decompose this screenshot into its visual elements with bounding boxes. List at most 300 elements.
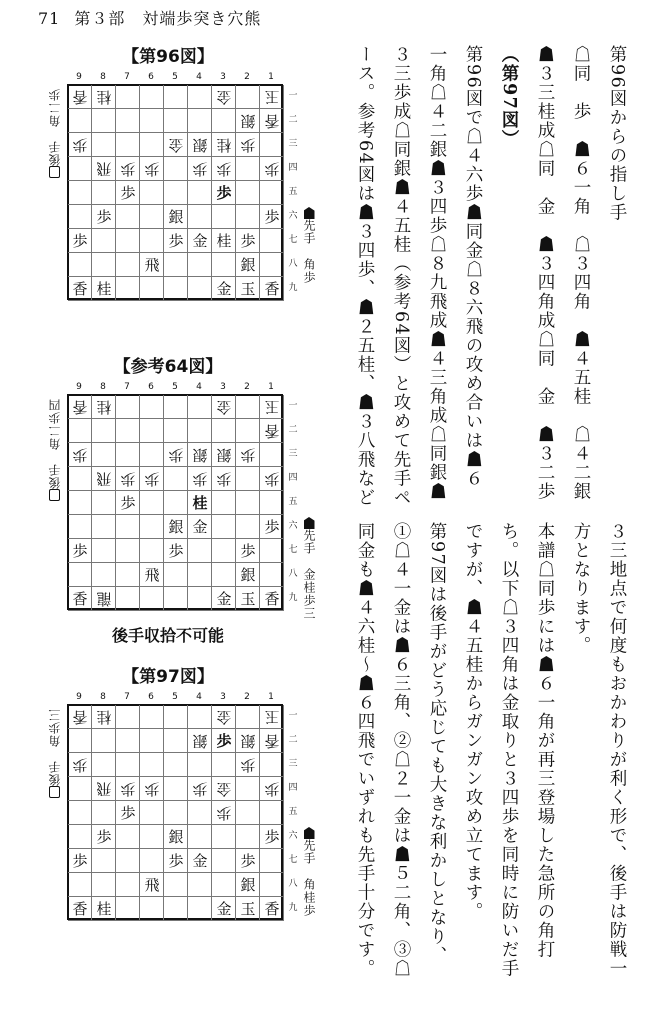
board-square [68,253,92,277]
board-square [68,205,92,229]
text-column: ①☖４一金は☗６三角、②☖２一金は☗５二角、③☖ [391,522,411,978]
rank-label: 九 [288,903,298,913]
sente-piece: 桂 [216,232,232,250]
board-square [260,849,284,873]
gote-piece: 桂 [96,88,112,106]
sente-hand: 先手 角桂歩 [301,827,318,917]
board-square [140,897,164,921]
file-label: 4 [196,72,202,82]
board-square [140,109,164,133]
board-square [236,515,260,539]
board-square [92,539,116,563]
gote-piece: 歩 [240,136,256,154]
gote-piece: 香 [264,422,280,440]
sente-piece: 歩 [168,232,184,250]
gote-piece: 歩 [72,446,88,464]
file-labels [67,382,283,394]
board-square [212,849,236,873]
text-column: ３三地点で何度もおかわりが利く形で、後手は防戦一 [607,522,627,978]
file-label: 5 [172,72,178,82]
board-square [140,229,164,253]
board-square [140,587,164,611]
board-square [236,419,260,443]
diagram-title: 【第97図】 [122,667,214,687]
text-column: ☗３三桂成☖同 金 ☗３四角成☖同 金 ☗３二歩 [535,45,555,501]
rank-label: 七 [288,545,298,555]
board-square [164,897,188,921]
rank-label: 八 [288,569,298,579]
gote-piece: 桂 [96,398,112,416]
gote-piece: 桂 [96,708,112,726]
board-square [164,873,188,897]
gote-piece: 歩 [264,470,280,488]
sente-piece: 歩 [264,208,280,226]
board-square [140,801,164,825]
rank-labels [287,704,299,920]
sente-hand: 先手 角歩 [301,207,318,284]
board-square [164,395,188,419]
file-label: 6 [148,72,154,82]
gote-piece: 桂 [216,136,232,154]
board-square [236,205,260,229]
text-column: ですが、☗４五桂からガンガン攻め立てます。 [463,522,483,921]
file-label: 1 [268,382,274,392]
board-square [164,467,188,491]
sente-piece: 歩 [120,494,136,512]
text-column: 第96図からの指し手 [607,45,627,223]
board-square [188,85,212,109]
board-square [116,897,140,921]
rank-label: 六 [288,211,298,221]
gote-piece: 銀 [216,446,232,464]
board-square [212,563,236,587]
sente-piece: 桂 [192,494,208,512]
board-square [116,277,140,301]
board-square [212,419,236,443]
board-square [164,419,188,443]
board-square [116,705,140,729]
board-square [68,157,92,181]
file-label: 7 [124,692,130,702]
gote-piece: 銀 [240,732,256,750]
file-label: 5 [172,382,178,392]
gote-piece: 龍 [96,590,112,608]
board-square [92,729,116,753]
board-square [164,705,188,729]
sente-piece: 金 [216,280,232,298]
gote-piece: 飛 [96,780,112,798]
rank-label: 四 [288,163,298,173]
board-square [212,205,236,229]
sente-piece: 銀 [168,208,184,226]
board-square [92,753,116,777]
gote-piece: 歩 [144,780,160,798]
board-square [68,181,92,205]
board-square [116,539,140,563]
board-square [140,395,164,419]
text-column: ース。参考64図は☗３四歩、☗２五桂、☗３八飛など [355,45,375,508]
gote-mark-icon [50,786,61,798]
board-square [164,563,188,587]
board-square [236,705,260,729]
board-square [212,539,236,563]
gote-piece: 歩 [240,756,256,774]
sente-piece: 歩 [264,828,280,846]
gote-piece: 歩 [168,446,184,464]
file-label: 1 [268,692,274,702]
sente-piece: 桂 [96,900,112,918]
sente-piece: 香 [264,280,280,298]
board-square [92,181,116,205]
gote-piece: 銀 [192,732,208,750]
sente-piece: 歩 [72,852,88,870]
board-square [236,491,260,515]
board-square [92,491,116,515]
board-square [164,253,188,277]
board-square [188,587,212,611]
board-square [164,801,188,825]
board-square [188,563,212,587]
sente-hand: 先手 金桂歩三 [301,517,318,620]
gote-piece: 歩 [216,470,232,488]
rank-label: 一 [288,91,298,101]
sente-piece: 金 [192,232,208,250]
board-square [164,777,188,801]
board-square [140,539,164,563]
sente-piece: 銀 [240,876,256,894]
board-square [92,229,116,253]
gote-piece: 香 [72,398,88,416]
page-number: 71 [38,9,61,28]
rank-label: 八 [288,259,298,269]
text-column: 第97図は後手がどう応じても大きな利かしとなり、 [427,522,447,966]
board-square [236,801,260,825]
sente-piece: 歩 [216,184,232,202]
file-labels [67,72,283,84]
text-column: （第97図） [499,45,519,149]
gote-piece: 歩 [240,446,256,464]
board-square [140,515,164,539]
diagram-97 [8,662,328,932]
gote-piece: 歩 [72,756,88,774]
sente-piece: 香 [72,590,88,608]
board-square [92,801,116,825]
gote-piece: 香 [264,112,280,130]
board-square [164,491,188,515]
board-square [92,133,116,157]
sente-piece: 香 [264,900,280,918]
board-square [68,873,92,897]
board-square [116,419,140,443]
gote-piece: 玉 [264,708,280,726]
sente-mark-icon [304,517,315,529]
file-label: 9 [76,72,82,82]
board-square [68,729,92,753]
gote-piece: 香 [72,88,88,106]
board-square [116,229,140,253]
rank-label: 二 [288,425,298,435]
sente-piece: 金 [192,852,208,870]
sente-piece: 香 [72,900,88,918]
board-square [68,825,92,849]
board-square [212,491,236,515]
board-square [212,253,236,277]
board-square [116,729,140,753]
board-square [68,777,92,801]
gote-piece: 歩 [120,160,136,178]
diagram-caption: 後手収拾不可能 [111,626,224,645]
board-square [68,491,92,515]
sente-piece: 歩 [264,518,280,536]
sente-piece: 香 [264,590,280,608]
gote-piece: 歩 [192,780,208,798]
gote-hand: 後手 角二歩四 [46,398,63,501]
sente-piece: 歩 [96,828,112,846]
board-square [236,181,260,205]
gote-piece: 歩 [192,470,208,488]
sente-piece: 歩 [168,542,184,560]
shogi-board [67,704,283,920]
board-square [68,109,92,133]
sente-piece: 飛 [144,256,160,274]
board-square [92,515,116,539]
board-square [140,825,164,849]
sente-piece: 歩 [216,732,232,750]
file-label: 2 [244,692,250,702]
gote-piece: 飛 [96,160,112,178]
file-label: 3 [220,692,226,702]
text-column: ☖同 歩 ☗６一角 ☖３四角 ☗４五桂 ☖４二銀 [571,45,591,501]
board-square [188,181,212,205]
board-square [140,705,164,729]
board-square [212,753,236,777]
board-square [188,753,212,777]
gote-piece: 歩 [144,160,160,178]
board-square [188,897,212,921]
rank-label: 三 [288,139,298,149]
file-label: 9 [76,382,82,392]
rank-label: 五 [288,187,298,197]
sente-mark-icon [304,207,315,219]
gote-piece: 玉 [264,398,280,416]
rank-label: 一 [288,401,298,411]
gote-piece: 歩 [192,160,208,178]
sente-piece: 歩 [120,184,136,202]
rank-label: 七 [288,855,298,865]
rank-label: 四 [288,783,298,793]
gote-piece: 歩 [120,780,136,798]
sente-piece: 玉 [240,280,256,298]
board-square [116,515,140,539]
board-square [188,419,212,443]
board-square [188,873,212,897]
board-square [236,157,260,181]
board-square [188,705,212,729]
file-label: 4 [196,692,202,702]
rank-label: 九 [288,283,298,293]
sente-piece: 銀 [168,518,184,536]
sente-piece: 歩 [240,232,256,250]
board-square [140,849,164,873]
board-square [116,753,140,777]
text-column: 一角☖４二銀☗３四歩☖８九飛成☗４三角成☖同銀☗ [427,45,447,501]
gote-piece: 金 [216,708,232,726]
board-square [92,419,116,443]
gote-piece: 金 [168,136,184,154]
board-square [92,873,116,897]
board-square [236,777,260,801]
board-square [260,753,284,777]
diagram-title: 【参考64図】 [113,357,223,377]
board-square [212,825,236,849]
rank-label: 六 [288,831,298,841]
board-square [140,443,164,467]
sente-piece: 飛 [144,566,160,584]
board-square [116,443,140,467]
board-square [140,277,164,301]
rank-label: 五 [288,807,298,817]
sente-piece: 銀 [168,828,184,846]
gote-piece: 金 [216,398,232,416]
file-label: 6 [148,382,154,392]
board-square [188,205,212,229]
sente-piece: 銀 [240,566,256,584]
board-square [140,729,164,753]
board-square [164,753,188,777]
file-label: 3 [220,72,226,82]
board-square [92,443,116,467]
board-square [116,85,140,109]
file-label: 9 [76,692,82,702]
sente-piece: 金 [216,900,232,918]
board-square [92,849,116,873]
diagram-title: 【第96図】 [122,47,214,67]
board-square [116,587,140,611]
diagram-ref64 [8,352,328,622]
gote-piece: 玉 [264,88,280,106]
board-square [116,133,140,157]
board-square [236,85,260,109]
file-label: 7 [124,382,130,392]
board-square [260,873,284,897]
board-square [92,109,116,133]
file-label: 2 [244,72,250,82]
board-square [236,825,260,849]
board-square [140,85,164,109]
sente-piece: 歩 [72,232,88,250]
text-column: 第96図で☖４六歩☗同金☖８六飛の攻め合いは☗６ [463,45,483,489]
board-square [68,515,92,539]
board-square [116,849,140,873]
shogi-board [67,84,283,300]
rank-label: 一 [288,711,298,721]
sente-piece: 歩 [96,208,112,226]
sente-piece: 歩 [240,542,256,560]
sente-mark-icon [304,827,315,839]
rank-label: 三 [288,759,298,769]
gote-mark-icon [50,489,61,501]
sente-piece: 金 [216,590,232,608]
text-column: ３三歩成☖同銀☗４五桂（参考64図）と攻めて先手ペ [391,45,411,508]
board-square [164,181,188,205]
sente-piece: 歩 [72,542,88,560]
rank-labels [287,394,299,610]
text-column: 方となります。 [571,522,591,655]
board-square [68,419,92,443]
gote-mark-icon [50,166,61,178]
gote-piece: 金 [216,88,232,106]
board-square [236,395,260,419]
board-square [260,801,284,825]
board-square [116,825,140,849]
board-square [260,253,284,277]
gote-piece: 香 [264,732,280,750]
sente-piece: 銀 [240,256,256,274]
text-column: 本譜☖同歩には☗６一角が再三登場した急所の角打 [535,522,555,959]
board-square [116,205,140,229]
board-square [188,253,212,277]
gote-piece: 歩 [264,780,280,798]
file-label: 4 [196,382,202,392]
board-square [260,181,284,205]
board-square [260,539,284,563]
board-square [140,491,164,515]
board-square [212,515,236,539]
rank-label: 四 [288,473,298,483]
board-square [92,563,116,587]
file-label: 6 [148,692,154,702]
diagram-96 [8,42,328,312]
sente-piece: 桂 [96,280,112,298]
board-square [212,873,236,897]
board-square [188,825,212,849]
rank-label: 八 [288,879,298,889]
rank-label: 七 [288,235,298,245]
board-square [68,801,92,825]
file-label: 7 [124,72,130,82]
board-square [140,205,164,229]
file-label: 1 [268,72,274,82]
board-square [140,753,164,777]
section-title: 第３部 対端歩突き穴熊 [74,9,262,28]
file-label: 8 [100,72,106,82]
sente-piece: 玉 [240,900,256,918]
board-square [140,181,164,205]
sente-piece: 歩 [240,852,256,870]
board-square [188,801,212,825]
board-square [260,443,284,467]
sente-piece: 歩 [120,804,136,822]
sente-piece: 歩 [168,852,184,870]
board-square [116,563,140,587]
board-square [188,395,212,419]
rank-label: 六 [288,521,298,531]
file-label: 3 [220,382,226,392]
rank-label: 二 [288,115,298,125]
board-square [188,539,212,563]
gote-piece: 飛 [96,470,112,488]
file-label: 2 [244,382,250,392]
board-square [116,873,140,897]
board-square [164,729,188,753]
board-square [116,253,140,277]
board-square [164,85,188,109]
gote-piece: 歩 [120,470,136,488]
board-square [116,109,140,133]
board-square [212,109,236,133]
board-square [116,395,140,419]
board-square [140,133,164,157]
